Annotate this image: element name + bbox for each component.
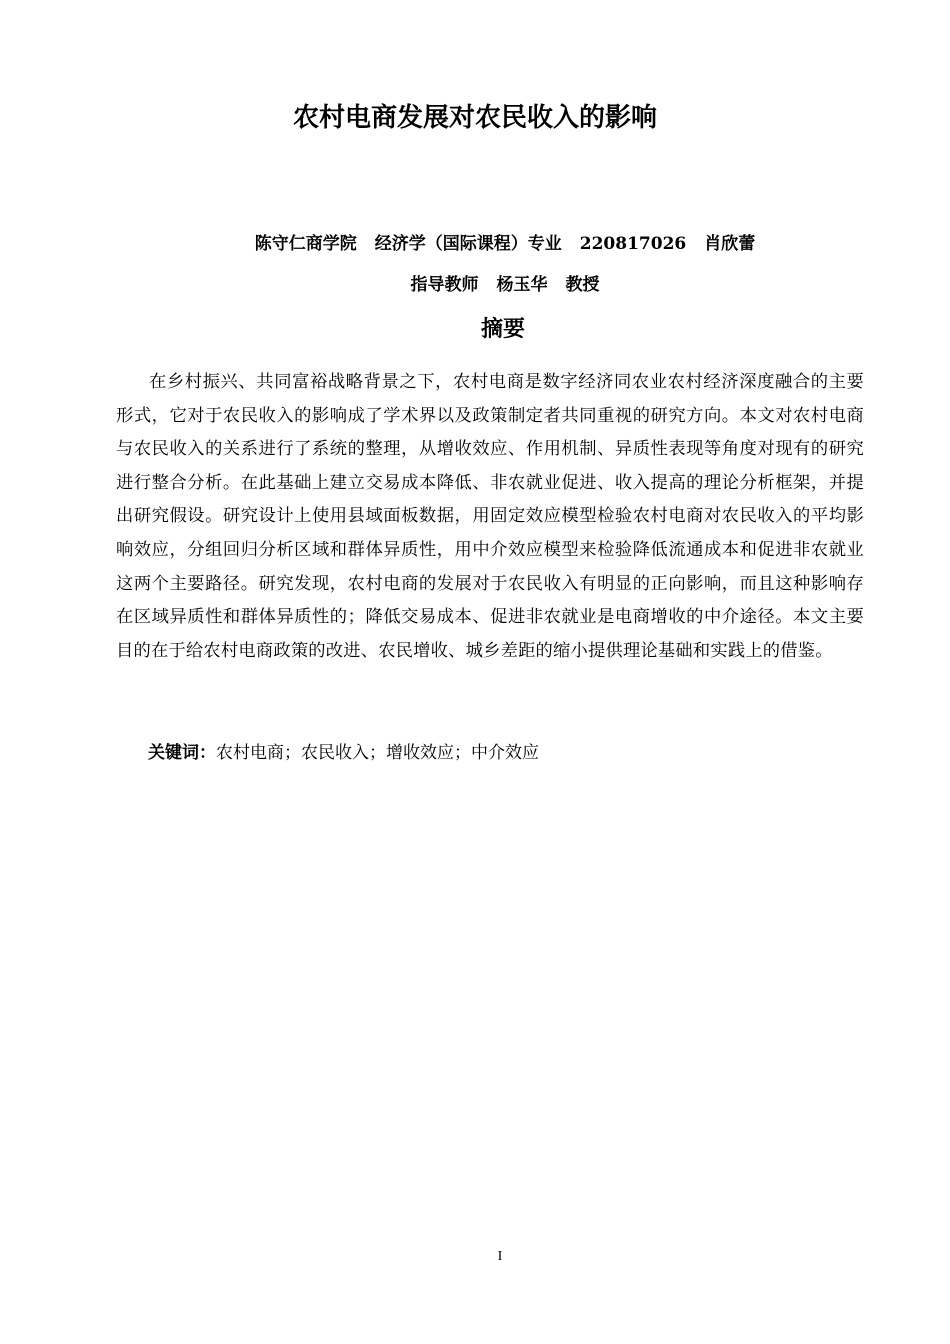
advisor-role: 指导教师 [410,275,479,295]
college-name: 陈守仁商学院 [254,234,357,254]
author-name: 肖欣蕾 [704,234,756,254]
keywords-label: 关键词： [148,743,216,763]
keywords-line [148,738,868,768]
student-id: 220817026 [579,234,687,254]
major-name: 经济学（国际课程）专业 [374,234,562,254]
advisor-name: 杨玉华 [496,275,548,295]
keywords-text: 农村电商；农民收入；增收效应；中介效应 [216,743,539,763]
abstract-body: 在乡村振兴、共同富裕战略背景之下，农村电商是数字经济同农业农村经济深度融合的主要形式，它对于农民收入的影响成了学术界以及政策制定者共同重视的研究方向。本文对农村电商与农民收入的关系进行了系统的整理，从增收效应、作用机制、异质性表现等角度对现有的研究进行整合分析。在此基础上建立交易成本降低、非农就业促进、收入提高的理论分析框架，并提出研究假设。研究设计上使用县域面板数据，用固定效应模型检验农村电商对农民收入的平均影响效应，分组回归分析区域和群体异质性，用中介效应模型来检验降低流通成本和促进非农就业这两个主要路径。研究发现，农村电商的发展对于农民收入有明显的正向影响，而且这种影响存在区域异质性和群体异质性的；降低交易成本、促进非农就业是电商增收的中介途径。本文主要目的在于给农村电商政策的改进、农民增收、城乡差距的缩小提供理论基础和实践上的借鉴。 [116,372,864,661]
paper-title: 农村电商发展对农民收入的影响 [292,103,657,133]
advisor-line [0,273,950,297]
advisor-title: 教授 [565,275,600,295]
author-affiliation-line [0,232,950,256]
abstract-heading: 摘要 [480,317,525,342]
page-number: I [497,1249,503,1264]
